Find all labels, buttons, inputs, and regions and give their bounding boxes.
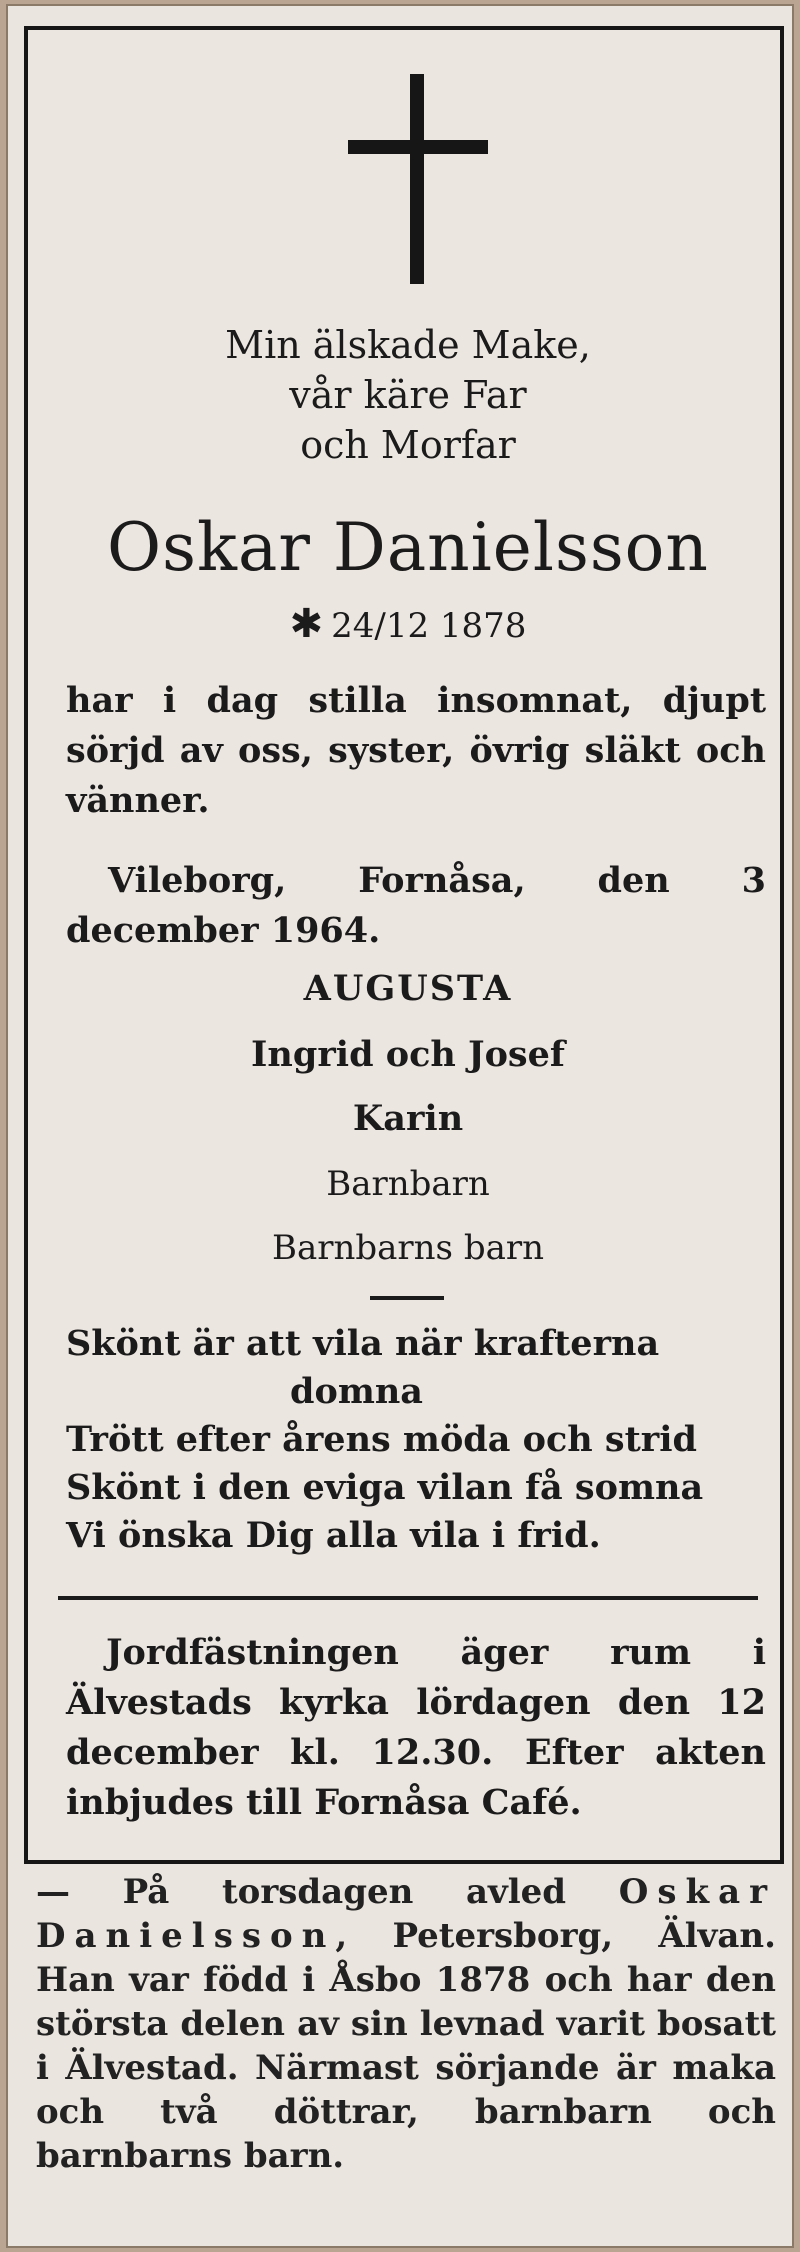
funeral-info: Jordfästningen äger rum i Älvestads kyrka lördagen den 12 december kl. 12.30. Efter akten inbjudes till Fornåsa Café. (66, 1632, 766, 1823)
place-date: Vileborg, Fornåsa, den 3 december 1964. (66, 860, 766, 951)
news-lead: — På torsdagen avled (36, 1872, 567, 1912)
news-name: Oskar Danielsson (36, 1872, 777, 1956)
birth-date: 24/12 1878 (331, 606, 527, 646)
newspaper-clipping (6, 4, 794, 2248)
signer: Karin (352, 1098, 464, 1139)
divider (58, 1596, 758, 1600)
poem-line: Trött efter årens möda och strid (66, 1419, 697, 1460)
sorrow-text: har i dag stilla insomnat, djupt sörjd av oss, syster, övrig släkt och vänner. (66, 680, 766, 821)
poem (66, 1320, 766, 1560)
news-body: , Petersborg, Älvan. Han var född i Åsbo 1878 och har den största delen av sin levnad varit bosatt i Älvestad. Närmast sörjande är maka och två döttrar, barnbarn och barnbarns barn. (36, 1916, 776, 2176)
signer: Barnbarn (326, 1164, 490, 1204)
signer: Ingrid och Josef (251, 1034, 565, 1075)
signer: AUGUSTA (303, 968, 513, 1009)
deceased-name: Oskar Danielsson (107, 509, 709, 586)
birth-line (28, 602, 788, 648)
news-item (36, 1870, 776, 2178)
signer: Barnbarns barn (271, 1228, 545, 1268)
latin-cross-icon (348, 74, 488, 284)
poem-line: domna (290, 1371, 423, 1412)
intro-line: Min älskade Make, (225, 323, 591, 367)
poem-line: Skönt är att vila när krafterna (66, 1323, 660, 1364)
poem-line: Skönt i den eviga vilan få somna (66, 1467, 704, 1508)
birth-star-icon: ✱ (289, 601, 324, 647)
poem-line: Vi önska Dig alla vila i frid. (66, 1515, 601, 1556)
intro-line: vår käre Far (289, 373, 527, 417)
intro-text (28, 320, 788, 470)
death-notice (24, 26, 784, 1864)
divider (370, 1296, 444, 1300)
intro-line: och Morfar (300, 423, 516, 467)
